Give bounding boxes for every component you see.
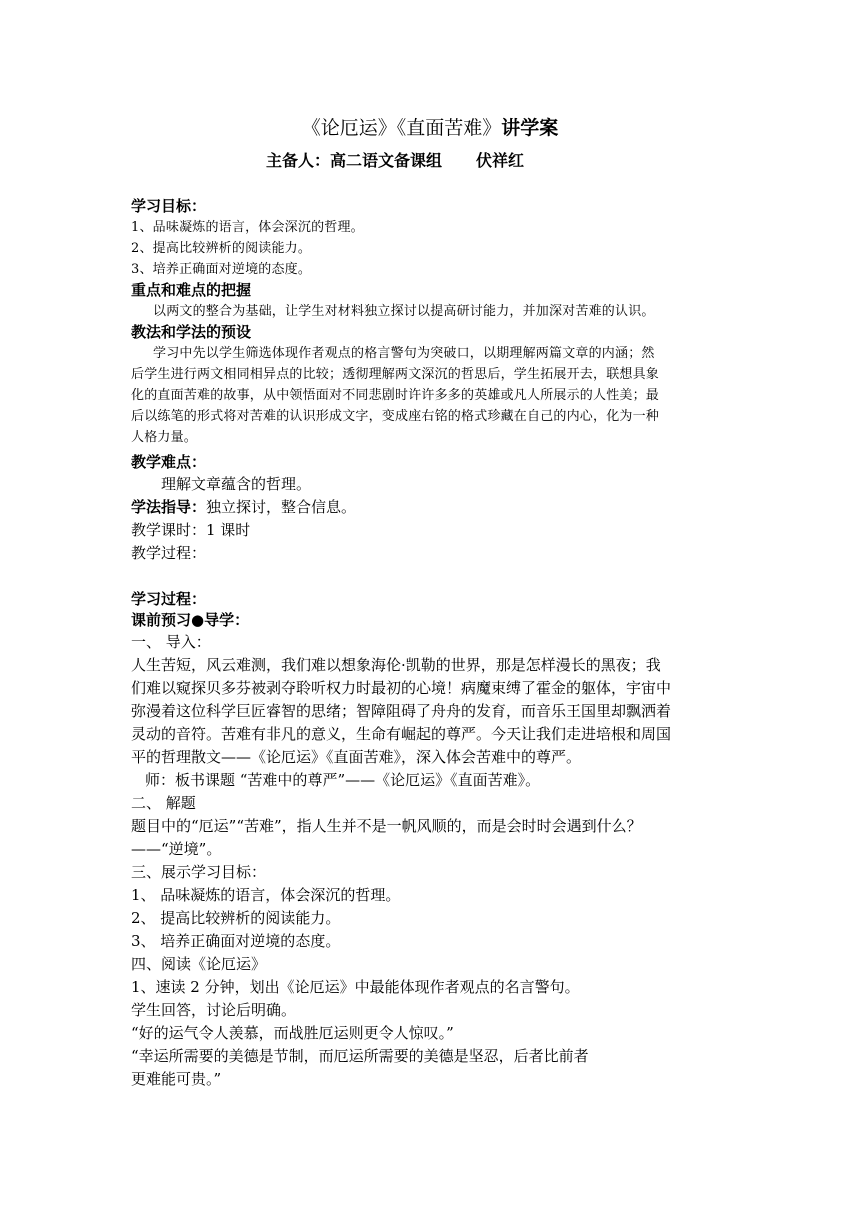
intro-line: 弥漫着这位科学巨匠睿智的思绪；智障阻碍了舟舟的发育，而音乐王国里却飘洒着 [131,702,672,720]
show-goal-item: 2、 提高比较辨析的阅读能力。 [131,909,341,927]
objective-item: 2、提高比较辨析的阅读能力。 [131,241,312,256]
key-points-text: 以两文的整合为基础，让学生对材料独立探讨以提高研讨能力，并加深对苦难的认识。 [153,304,655,319]
title-suffix: 讲学案 [501,117,559,139]
intro-line: 们难以窥探贝多芬被剥夺聆听权力时最初的心境！病魔束缚了霍金的躯体，宇宙中 [131,679,672,697]
explain-title: 二、 解题 [131,794,196,812]
method-line: 后以练笔的形式将对苦难的认识形成文字，变成座右铭的格式珍藏在自己的内心，化为一种 [131,409,660,424]
author-name: 伏祥红 [476,151,525,170]
class-hours: 教学课时：1 课时 [131,521,251,539]
show-goal-item: 1、 品味凝炼的语言，体会深沉的哲理。 [131,886,401,904]
quote: 更难能可贵。” [131,1070,222,1088]
method-line: 化的直面苦难的故事，从中领悟面对不同悲剧时许许多多的英雄或凡人所展示的人性美；最 [131,388,660,403]
key-points-heading: 重点和难点的把握 [131,281,252,299]
author-label: 主备人：高二语文备课组 [265,151,442,170]
explain-line: ——“逆境”。 [131,840,222,858]
quote: “幸运所需要的美德是节制，而厄运所需要的美德是坚忍，后者比前者 [131,1047,589,1065]
quote: “好的运气令人羡慕，而战胜厄运则更令人惊叹。” [131,1024,454,1042]
title-main: 《论厄运》《直面苦难》 [301,117,502,139]
intro-title: 一、 导入： [131,633,211,651]
guidance-heading: 学法指导： [131,498,207,516]
difficulty-text: 理解文章蕴含的哲理。 [161,475,312,493]
method-heading: 教法和学法的预设 [131,323,252,341]
author-line [0,150,790,172]
intro-line: 灵动的音符。苦难有非凡的意义，生命有崛起的尊严。今天让我们走进培根和周国 [131,725,672,743]
intro-line: 人生苦短，风云难测，我们难以想象海伦·凯勒的世界，那是怎样漫长的黑夜；我 [131,656,661,674]
show-goals-title: 三、展示学习目标： [131,863,267,881]
learning-process-heading: 学习过程： [131,590,207,608]
objective-item: 1、品味凝炼的语言，体会深沉的哲理。 [131,220,364,235]
read-title: 四、阅读《论厄运》 [131,955,267,973]
preview-heading: 课前预习●导学： [131,611,250,629]
read-line: 学生回答，讨论后明确。 [131,1001,297,1019]
teaching-process: 教学过程： [131,544,207,562]
method-line: 学习中先以学生筛选体现作者观点的格言警句为突破口，以期理解两篇文章的内涵；然 [153,346,655,361]
show-goal-item: 3、 培养正确面对逆境的态度。 [131,932,341,950]
guidance-text: 独立探讨，整合信息。 [206,498,357,516]
document-body [131,196,731,1091]
teacher-note: 师：板书课题 “苦难中的尊严”——《论厄运》《直面苦难》。 [145,771,541,789]
objective-item: 3、培养正确面对逆境的态度。 [131,262,312,277]
method-line: 人格力量。 [131,430,198,445]
explain-line: 题目中的“厄运”“苦难”，指人生并不是一帆风顺的，而是会时时会遇到什么？ [131,817,642,835]
method-line: 后学生进行两文相同相异点的比较；透彻理解两文深沉的哲思后，学生拓展开去，联想具象 [131,367,660,382]
document-title [0,116,860,140]
objectives-heading: 学习目标： [131,197,207,215]
guidance-line [131,496,731,519]
read-line: 1、速读 2 分钟，划出《论厄运》中最能体现作者观点的名言警句。 [131,978,580,996]
intro-line: 平的哲理散文——《论厄运》《直面苦难》，深入体会苦难中的尊严。 [131,748,582,766]
difficulty-heading: 教学难点： [131,453,207,471]
